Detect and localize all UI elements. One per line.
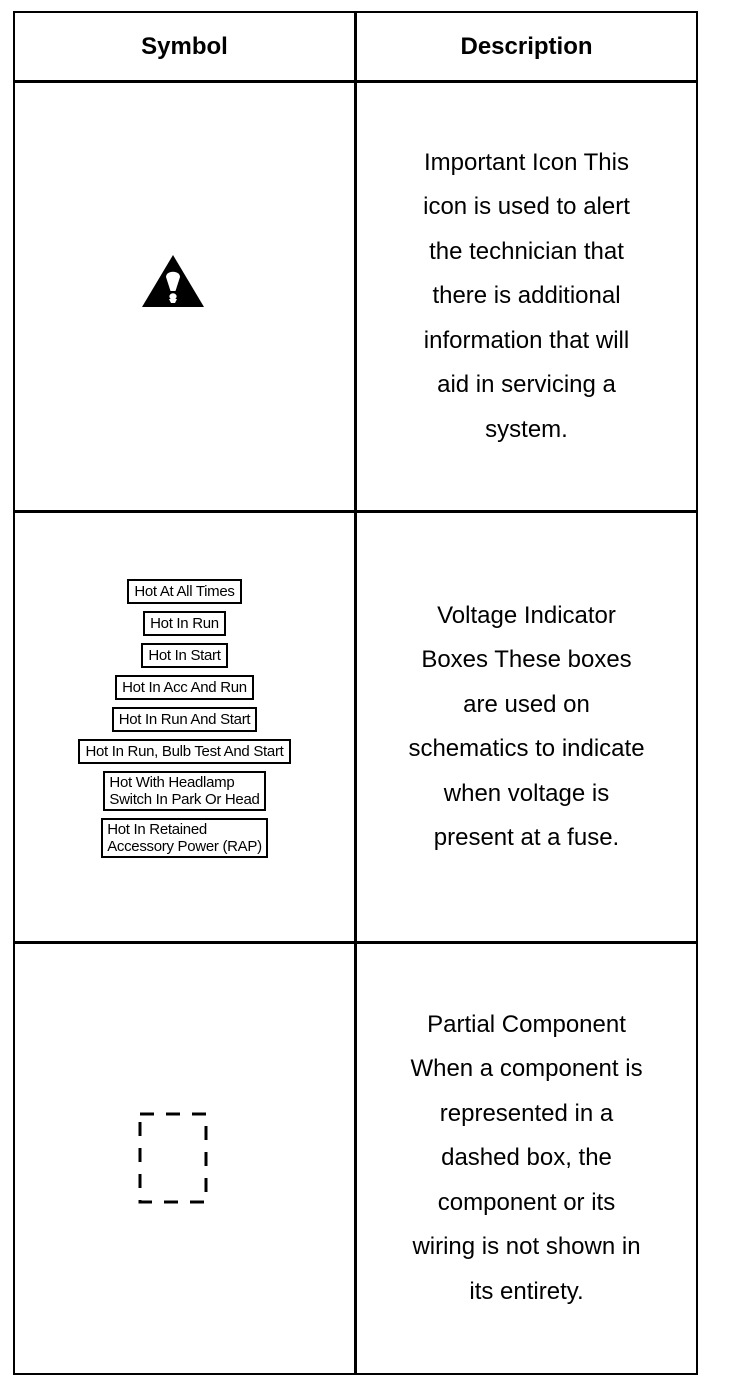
voltage-box: Hot In Acc And Run — [115, 675, 254, 700]
header-description: Description — [460, 32, 593, 60]
description-cell — [357, 944, 696, 1373]
dashed-box-icon — [138, 1112, 208, 1204]
table-row — [15, 513, 696, 944]
voltage-box: Hot In Run — [143, 611, 226, 636]
description-cell — [357, 83, 696, 510]
description-cell — [357, 513, 696, 941]
table-header-row — [15, 13, 696, 83]
voltage-box: Hot In Start — [141, 643, 227, 668]
description-text: Voltage Indicator Boxes These boxes are used on schematics to indicate when voltage is present at a fuse. — [408, 601, 645, 851]
table-row — [15, 83, 696, 513]
symbol-cell — [15, 944, 357, 1373]
table-row — [15, 944, 696, 1373]
voltage-box: Hot In Retained Accessory Power (RAP) — [101, 818, 268, 858]
voltage-box: Hot In Run, Bulb Test And Start — [78, 739, 290, 764]
symbol-table — [13, 11, 698, 1375]
description-text: Partial Component When a component is represented in a dashed box, the component or its wiring is not shown in its entirety. — [410, 1010, 643, 1305]
warning-triangle-icon — [140, 253, 206, 309]
voltage-box: Hot At All Times — [127, 579, 241, 604]
symbol-cell — [15, 513, 357, 941]
voltage-box: Hot With Headlamp Switch In Park Or Head — [103, 771, 265, 811]
description-text: Important Icon This icon is used to alert the technician that there is additional information that will aid in servicing a system. — [423, 148, 630, 443]
voltage-box: Hot In Run And Start — [112, 707, 258, 732]
voltage-indicator-boxes — [78, 579, 290, 858]
symbol-cell — [15, 83, 357, 510]
header-symbol: Symbol — [15, 13, 357, 80]
